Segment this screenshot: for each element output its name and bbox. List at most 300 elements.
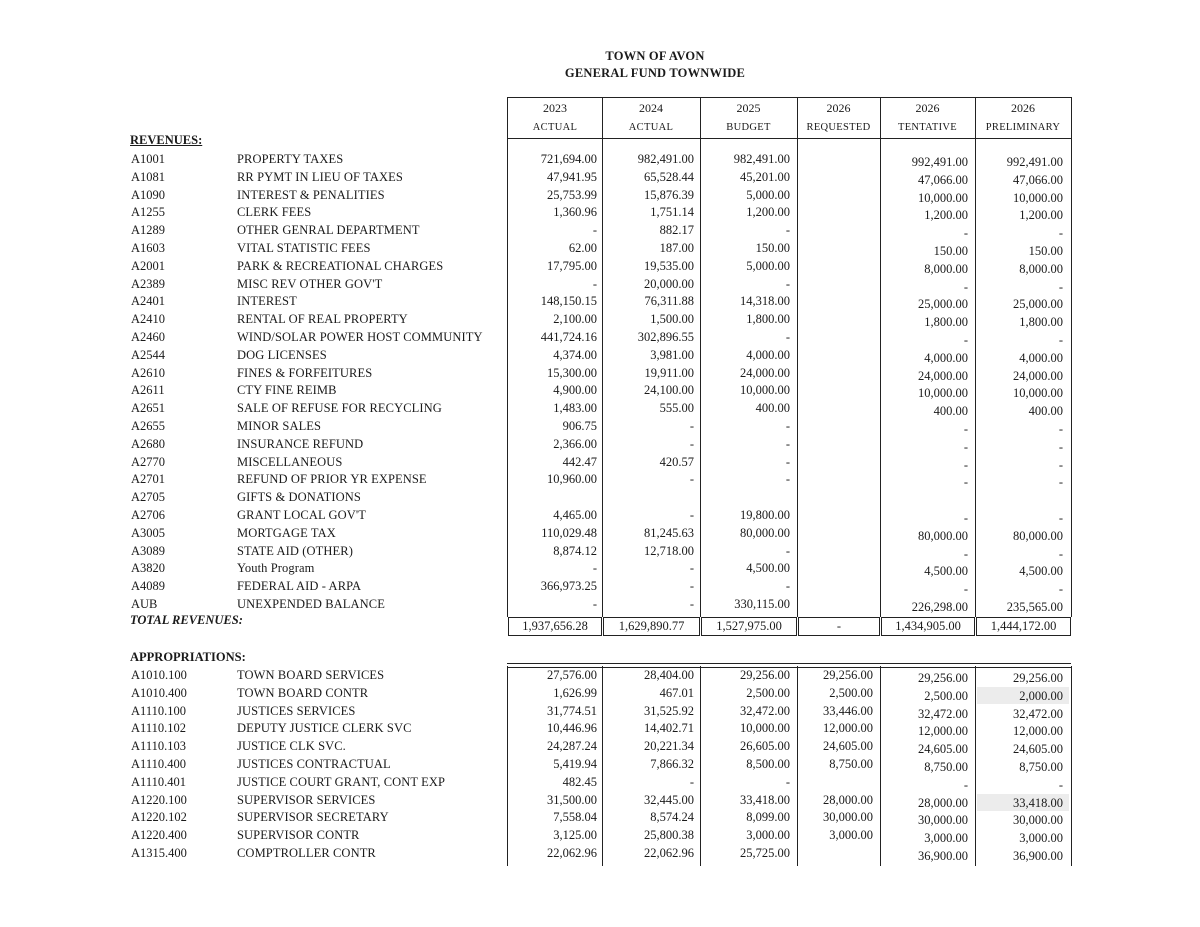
- amount-cell: 187.00: [659, 241, 694, 255]
- amount-cell: 80,000.00: [740, 525, 790, 540]
- account-description: MORTGAGE TAX: [237, 525, 336, 540]
- amount-cell: 467.01: [659, 685, 694, 700]
- total-revenue-cell: -: [798, 617, 880, 636]
- account-code: A2705: [131, 490, 166, 505]
- column-rule: [1071, 666, 1072, 866]
- amount-cell: 982,491.00: [637, 152, 694, 166]
- table-row: [0, 241, 1200, 258]
- amount-cell: 148,150.15: [540, 294, 597, 309]
- column-rule: [880, 666, 881, 866]
- amount-cell: -: [963, 457, 968, 472]
- column-rule: [507, 137, 508, 617]
- amount-cell: 25,800.38: [644, 828, 694, 843]
- amount-cell: 3,000.00: [1019, 831, 1063, 846]
- amount-cell: -: [785, 223, 790, 238]
- amount-cell: 24,605.00: [823, 739, 873, 754]
- amount-cell: 4,500.00: [1019, 564, 1063, 579]
- amount-cell: -: [1058, 439, 1063, 454]
- table-row: [0, 490, 1200, 507]
- amount-cell: -: [785, 774, 790, 789]
- amount-cell: 28,000.00: [918, 795, 968, 810]
- account-code: A1090: [131, 187, 166, 202]
- amount-cell: 24,000.00: [918, 368, 968, 383]
- amount-cell: 15,300.00: [547, 365, 597, 380]
- amount-cell: 721,694.00: [540, 152, 597, 166]
- account-description: Youth Program: [237, 561, 315, 576]
- amount-cell: 5,000.00: [746, 187, 790, 202]
- amount-cell: 110,029.48: [541, 525, 597, 540]
- account-description: DEPUTY JUSTICE CLERK SVC: [237, 721, 412, 736]
- column-rule: [797, 137, 798, 617]
- total-revenue-cell: 1,629,890.77: [603, 617, 700, 636]
- amount-cell: -: [1058, 457, 1063, 472]
- amount-cell: 47,066.00: [1013, 172, 1063, 187]
- amount-cell: 8,750.00: [924, 760, 968, 774]
- amount-cell: 20,221.34: [644, 739, 694, 754]
- account-description: TOWN BOARD SERVICES: [237, 668, 385, 682]
- account-description: VITAL STATISTIC FEES: [237, 241, 371, 255]
- table-row: [0, 775, 1200, 792]
- amount-cell: 1,483.00: [553, 401, 597, 416]
- column-rule: [700, 137, 701, 617]
- account-code: A3820: [131, 561, 166, 576]
- account-description: JUSTICE COURT GRANT, CONT EXP: [237, 774, 446, 789]
- amount-cell: -: [785, 454, 790, 469]
- total-revenue-cell: 1,434,905.00: [881, 617, 975, 636]
- amount-cell: -: [1058, 333, 1063, 347]
- column-header-4: [880, 97, 976, 139]
- total-revenue-cell: 1,444,172.00: [976, 617, 1071, 636]
- amount-cell: 19,911.00: [644, 365, 694, 380]
- amount-cell: 12,000.00: [1013, 724, 1063, 739]
- account-code: A1001: [131, 152, 166, 166]
- table-row: [0, 330, 1200, 347]
- account-description: JUSTICES CONTRACTUAL: [237, 757, 391, 771]
- account-code: A2389: [131, 276, 166, 291]
- amount-cell: 32,445.00: [644, 792, 694, 807]
- amount-cell: 10,000.00: [740, 721, 790, 736]
- amount-cell: 1,200.00: [1019, 208, 1063, 223]
- account-description: GRANT LOCAL GOV'T: [237, 508, 366, 522]
- amount-cell: 992,491.00: [1006, 155, 1063, 169]
- amount-cell: 24,287.24: [547, 739, 597, 754]
- amount-cell: 1,800.00: [1019, 315, 1063, 330]
- account-code: A1110.102: [131, 721, 186, 736]
- amount-cell: 8,750.00: [1019, 760, 1063, 774]
- amount-cell: 3,000.00: [924, 831, 968, 846]
- amount-cell: -: [963, 279, 968, 294]
- amount-cell: 482.45: [562, 774, 597, 789]
- amount-cell: 36,900.00: [918, 849, 968, 863]
- amount-cell: 24,000.00: [740, 365, 790, 380]
- amount-cell: 7,866.32: [650, 757, 694, 771]
- amount-cell: 4,465.00: [553, 508, 597, 522]
- amount-cell: 8,874.12: [553, 543, 597, 558]
- amount-cell: 29,256.00: [1013, 671, 1063, 685]
- table-row: [0, 597, 1200, 614]
- account-description: MINOR SALES: [237, 419, 322, 433]
- account-description: STATE AID (OTHER): [237, 543, 353, 558]
- account-code: A2770: [131, 454, 166, 469]
- table-row: [0, 188, 1200, 205]
- column-rule: [975, 137, 976, 617]
- amount-cell: 10,960.00: [547, 472, 597, 487]
- account-code: A2401: [131, 294, 166, 309]
- account-description: REFUND OF PRIOR YR EXPENSE: [237, 472, 427, 487]
- account-description: OTHER GENRAL DEPARTMENT: [237, 223, 420, 238]
- amount-cell: 12,000.00: [918, 724, 968, 739]
- column-type: ACTUAL: [532, 122, 578, 133]
- amount-cell: -: [689, 774, 694, 789]
- column-rule: [700, 666, 701, 866]
- amount-cell: 4,900.00: [553, 383, 597, 398]
- amount-cell: -: [785, 330, 790, 344]
- account-description: SALE OF REFUSE FOR RECYCLING: [237, 401, 442, 416]
- amount-cell: 3,000.00: [746, 828, 790, 843]
- amount-cell: 19,800.00: [740, 508, 790, 522]
- account-code: A2460: [131, 330, 166, 344]
- amount-cell: 982,491.00: [733, 152, 790, 166]
- amount-cell: 10,000.00: [918, 190, 968, 205]
- account-code: A1081: [131, 169, 166, 184]
- account-description: JUSTICE CLK SVC.: [237, 739, 346, 754]
- amount-cell: 400.00: [933, 404, 968, 419]
- table-row: [0, 437, 1200, 454]
- amount-cell: 235,565.00: [1006, 600, 1063, 614]
- account-description: CTY FINE REIMB: [237, 383, 337, 398]
- account-description: INSURANCE REFUND: [237, 436, 364, 451]
- amount-cell: -: [689, 436, 694, 451]
- table-row: [0, 739, 1200, 756]
- amount-cell: 25,000.00: [1013, 297, 1063, 312]
- amount-cell: -: [785, 419, 790, 433]
- amount-cell: 25,000.00: [918, 297, 968, 312]
- amount-cell: -: [785, 276, 790, 291]
- amount-cell: -: [785, 543, 790, 558]
- column-rule: [602, 137, 603, 617]
- table-row: [0, 455, 1200, 472]
- account-description: RENTAL OF REAL PROPERTY: [237, 312, 408, 327]
- amount-cell: 4,000.00: [1019, 350, 1063, 365]
- amount-cell: -: [592, 597, 597, 611]
- account-code: A1220.400: [131, 828, 187, 843]
- amount-cell: -: [1058, 546, 1063, 561]
- table-row: [0, 366, 1200, 383]
- table-row: [0, 721, 1200, 738]
- amount-cell: 80,000.00: [1013, 528, 1063, 543]
- amount-cell: 36,900.00: [1013, 849, 1063, 863]
- total-revenues-label: TOTAL REVENUES:: [130, 613, 243, 627]
- amount-cell: 150.00: [755, 241, 790, 255]
- document-title: TOWN OF AVON: [605, 49, 705, 63]
- account-description: WIND/SOLAR POWER HOST COMMUNITY: [237, 330, 483, 344]
- amount-cell: -: [592, 223, 597, 238]
- amount-cell: 226,298.00: [911, 600, 968, 614]
- column-rule: [797, 666, 798, 866]
- column-rule: [975, 666, 976, 866]
- table-row: [0, 277, 1200, 294]
- amount-cell: 81,245.63: [644, 525, 694, 540]
- account-description: SUPERVISOR CONTR: [237, 828, 360, 843]
- amount-cell: 400.00: [755, 401, 790, 416]
- amount-cell: 366,973.25: [540, 579, 597, 594]
- account-description: FEDERAL AID - ARPA: [237, 579, 362, 594]
- amount-cell: 20,000.00: [644, 276, 694, 291]
- amount-cell: 1,500.00: [650, 312, 694, 327]
- amount-cell: -: [963, 422, 968, 436]
- amount-cell: 30,000.00: [1013, 813, 1063, 828]
- amount-cell: -: [689, 508, 694, 522]
- amount-cell: 442.47: [562, 454, 597, 469]
- amount-cell: 1,200.00: [924, 208, 968, 223]
- account-code: A1220.100: [131, 792, 187, 807]
- amount-cell: 906.75: [562, 419, 597, 433]
- column-year: 2026: [1011, 101, 1035, 115]
- amount-cell: -: [1058, 226, 1063, 241]
- amount-cell: 30,000.00: [918, 813, 968, 828]
- column-year: 2024: [639, 101, 663, 115]
- amount-cell: -: [963, 439, 968, 454]
- table-row: [0, 312, 1200, 329]
- amount-cell: 3,981.00: [650, 347, 694, 362]
- account-code: A2651: [131, 401, 166, 416]
- account-description: INTEREST: [237, 294, 297, 309]
- table-row: [0, 170, 1200, 187]
- account-code: A1110.400: [131, 757, 186, 771]
- amount-cell: 47,066.00: [918, 172, 968, 187]
- amount-cell: -: [1058, 511, 1063, 525]
- account-description: SUPERVISOR SERVICES: [237, 792, 376, 807]
- total-revenue-cell: 1,527,975.00: [701, 617, 797, 636]
- account-description: GIFTS & DONATIONS: [237, 490, 361, 505]
- amount-cell: 27,576.00: [547, 668, 597, 682]
- amount-cell: -: [1058, 475, 1063, 490]
- amount-cell: 1,626.99: [553, 685, 597, 700]
- account-code: A3005: [131, 525, 166, 540]
- account-code: A2701: [131, 472, 166, 487]
- account-description: JUSTICES SERVICES: [237, 703, 356, 718]
- amount-cell: -: [785, 436, 790, 451]
- amount-cell: 33,418.00: [1013, 795, 1063, 810]
- table-row: [0, 472, 1200, 489]
- account-description: DOG LICENSES: [237, 347, 327, 362]
- amount-cell: 302,896.55: [637, 330, 694, 344]
- amount-cell: 31,774.51: [547, 703, 597, 718]
- table-row: [0, 348, 1200, 365]
- column-header-0: [507, 97, 603, 139]
- account-description: PROPERTY TAXES: [237, 152, 344, 166]
- amount-cell: 10,000.00: [740, 383, 790, 398]
- amount-cell: 4,500.00: [924, 564, 968, 579]
- account-code: A1110.100: [131, 703, 186, 718]
- amount-cell: 1,800.00: [924, 315, 968, 330]
- table-row: [0, 810, 1200, 827]
- amount-cell: 15,876.39: [644, 187, 694, 202]
- amount-cell: 22,062.96: [547, 846, 597, 860]
- amount-cell: -: [1058, 777, 1063, 792]
- amount-cell: 10,000.00: [1013, 190, 1063, 205]
- amount-cell: 80,000.00: [918, 528, 968, 543]
- amount-cell: 992,491.00: [911, 155, 968, 169]
- table-row: [0, 828, 1200, 845]
- amount-cell: 24,000.00: [1013, 368, 1063, 383]
- table-row: [0, 668, 1200, 685]
- account-code: A1315.400: [131, 846, 187, 860]
- amount-cell: 10,446.96: [547, 721, 597, 736]
- amount-cell: 32,472.00: [918, 706, 968, 721]
- account-code: A2410: [131, 312, 166, 327]
- amount-cell: 62.00: [568, 241, 597, 255]
- table-row: [0, 205, 1200, 222]
- amount-cell: 10,000.00: [918, 386, 968, 401]
- amount-cell: -: [689, 561, 694, 576]
- amount-cell: -: [689, 472, 694, 487]
- amount-cell: 29,256.00: [740, 668, 790, 682]
- amount-cell: 33,446.00: [823, 703, 873, 718]
- amount-cell: 330,115.00: [734, 597, 790, 611]
- amount-cell: 19,535.00: [644, 258, 694, 273]
- account-description: PARK & RECREATIONAL CHARGES: [237, 258, 444, 273]
- amount-cell: 32,472.00: [1013, 706, 1063, 721]
- amount-cell: 882.17: [659, 223, 694, 238]
- amount-cell: -: [689, 579, 694, 594]
- table-row: [0, 561, 1200, 578]
- account-description: UNEXPENDED BALANCE: [237, 597, 385, 611]
- amount-cell: 150.00: [1028, 244, 1063, 258]
- amount-cell: -: [963, 475, 968, 490]
- amount-cell: 400.00: [1028, 404, 1063, 419]
- amount-cell: -: [1058, 279, 1063, 294]
- section-rule: [507, 663, 1071, 664]
- column-rule: [602, 666, 603, 866]
- column-rule: [507, 666, 508, 866]
- amount-cell: 1,360.96: [553, 205, 597, 220]
- amount-cell: 5,000.00: [746, 258, 790, 273]
- column-year: 2026: [915, 101, 940, 115]
- account-code: A1289: [131, 223, 166, 238]
- amount-cell: 3,125.00: [553, 828, 597, 843]
- amount-cell: 12,000.00: [823, 721, 873, 736]
- column-header-5: [975, 97, 1072, 139]
- account-code: A2001: [131, 258, 166, 273]
- table-row: [0, 383, 1200, 400]
- account-code: A1110.103: [131, 739, 186, 754]
- amount-cell: 2,500.00: [924, 688, 968, 703]
- amount-cell: 25,753.99: [547, 187, 597, 202]
- column-header-2: [700, 97, 798, 139]
- amount-cell: 2,500.00: [746, 685, 790, 700]
- amount-cell: 5,419.94: [553, 757, 597, 771]
- amount-cell: 28,000.00: [823, 792, 873, 807]
- amount-cell: 29,256.00: [823, 668, 873, 682]
- account-code: A1603: [131, 241, 166, 255]
- amount-cell: 8,574.24: [650, 810, 694, 825]
- amount-cell: 45,201.00: [740, 169, 790, 184]
- amount-cell: -: [963, 511, 968, 525]
- amount-cell: -: [689, 419, 694, 433]
- account-code: AUB: [131, 597, 158, 611]
- column-type: TENTATIVE: [897, 122, 957, 133]
- amount-cell: 47,941.95: [547, 169, 597, 184]
- account-code: A4089: [131, 579, 166, 594]
- column-rule: [880, 137, 881, 617]
- amount-cell: 4,500.00: [746, 561, 790, 576]
- amount-cell: 4,000.00: [924, 350, 968, 365]
- amount-cell: -: [963, 582, 968, 597]
- table-row: [0, 846, 1200, 863]
- amount-cell: -: [963, 546, 968, 561]
- amount-cell: 22,062.96: [644, 846, 694, 860]
- amount-cell: 2,366.00: [553, 436, 597, 451]
- amount-cell: 1,200.00: [746, 205, 790, 220]
- account-code: A1010.100: [131, 668, 187, 682]
- account-description: SUPERVISOR SECRETARY: [237, 810, 389, 825]
- amount-cell: 2,000.00: [1019, 688, 1063, 703]
- amount-cell: 29,256.00: [918, 671, 968, 685]
- column-header-3: [797, 97, 881, 139]
- amount-cell: 4,000.00: [746, 347, 790, 362]
- amount-cell: 24,100.00: [644, 383, 694, 398]
- amount-cell: -: [689, 597, 694, 611]
- amount-cell: -: [785, 472, 790, 487]
- amount-cell: 7,558.04: [553, 810, 597, 825]
- amount-cell: 2,500.00: [829, 685, 873, 700]
- table-row: [0, 544, 1200, 561]
- amount-cell: 420.57: [659, 454, 694, 469]
- amount-cell: -: [785, 579, 790, 594]
- table-row: [0, 294, 1200, 311]
- amount-cell: 24,605.00: [1013, 742, 1063, 757]
- account-description: FINES & FORFEITURES: [237, 365, 373, 380]
- column-year: 2026: [826, 101, 851, 115]
- column-type: PRELIMINARY: [985, 122, 1061, 133]
- account-code: A3089: [131, 543, 166, 558]
- account-description: INTEREST & PENALITIES: [237, 187, 385, 202]
- amount-cell: 14,318.00: [740, 294, 790, 309]
- amount-cell: -: [963, 333, 968, 347]
- table-row: [0, 508, 1200, 525]
- amount-cell: 30,000.00: [823, 810, 873, 825]
- table-row: [0, 259, 1200, 276]
- amount-cell: 1,751.14: [650, 205, 694, 220]
- table-row: [0, 757, 1200, 774]
- account-code: A2611: [131, 383, 165, 398]
- amount-cell: 33,418.00: [740, 792, 790, 807]
- account-description: MISCELLANEOUS: [237, 454, 343, 469]
- revenues-heading: REVENUES:: [130, 133, 203, 147]
- table-row: [0, 401, 1200, 418]
- column-year: 2025: [736, 101, 761, 115]
- total-revenue-cell: 1,937,656.28: [508, 617, 602, 636]
- amount-cell: 76,311.88: [644, 294, 694, 309]
- column-type: BUDGET: [726, 122, 771, 133]
- table-row: [0, 419, 1200, 436]
- amount-cell: -: [963, 226, 968, 241]
- amount-cell: 8,500.00: [746, 757, 790, 771]
- table-row: [0, 579, 1200, 596]
- amount-cell: -: [1058, 582, 1063, 597]
- table-row: [0, 223, 1200, 240]
- account-code: A2655: [131, 419, 166, 433]
- account-code: A1220.102: [131, 810, 187, 825]
- account-code: A1010.400: [131, 685, 187, 700]
- table-row: [0, 526, 1200, 543]
- amount-cell: 10,000.00: [1013, 386, 1063, 401]
- account-code: A2610: [131, 365, 166, 380]
- account-code: A2706: [131, 508, 166, 522]
- account-description: RR PYMT IN LIEU OF TAXES: [237, 169, 403, 184]
- document-subtitle: GENERAL FUND TOWNWIDE: [564, 66, 746, 80]
